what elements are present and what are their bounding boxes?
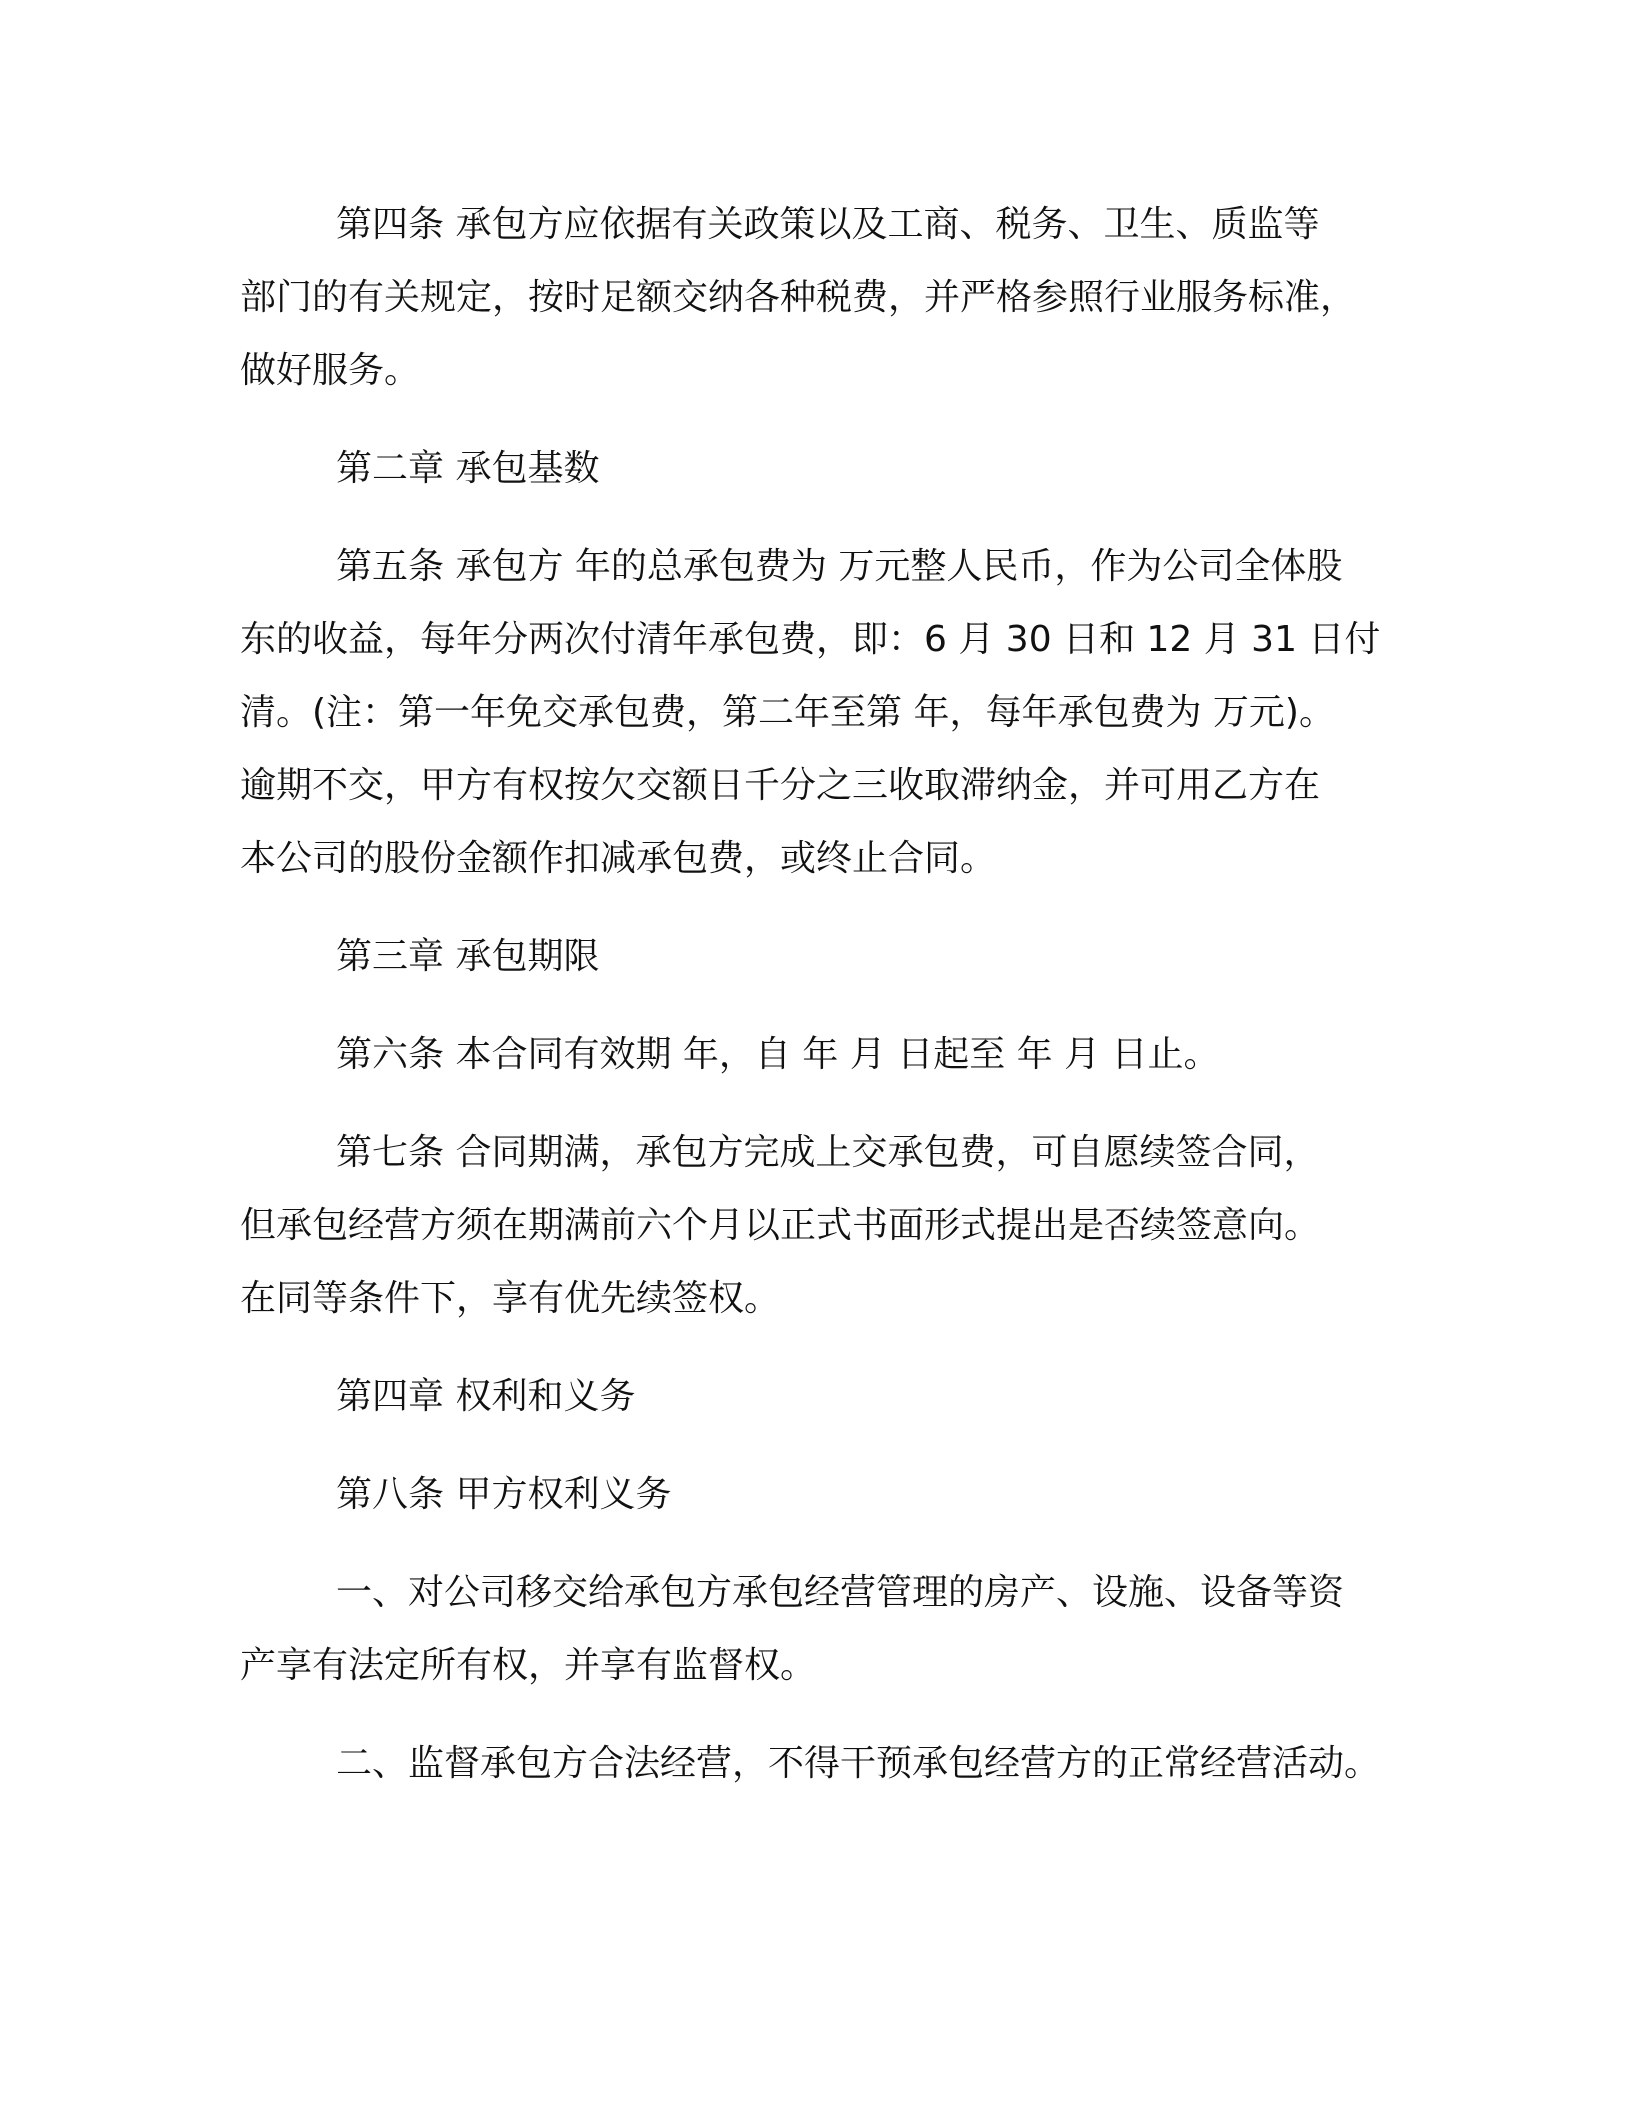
paragraph-line: 做好服务。 [240,350,421,391]
heading-line: 第四章 权利和义务 [336,1376,636,1417]
paragraph-line: 第七条 合同期满，承包方完成上交承包费，可自愿续签合同， [336,1132,1320,1173]
paragraph-line: 第八条 甲方权利义务 [336,1474,672,1515]
paragraph-line: 第四条 承包方应依据有关政策以及工商、税务、卫生、质监等 [336,204,1320,245]
paragraph-line: 部门的有关规定，按时足额交纳各种税费，并严格参照行业服务标准， [240,277,1357,318]
paragraph-line: 东的收益，每年分两次付清年承包费，即：6 月 30 日和 12 月 31 日付 [240,619,1381,660]
paragraph-article-5 [240,530,1410,895]
document-body [240,188,1410,1800]
paragraph-line: 在同等条件下，享有优先续签权。 [240,1278,781,1319]
paragraph-line: 第六条 本合同有效期 年，自 年 月 日起至 年 月 日止。 [336,1034,1220,1075]
chapter-heading-2 [240,432,1410,505]
paragraph-item-2 [240,1727,1410,1800]
paragraph-line: 一、对公司移交给承包方承包经营管理的房产、设施、设备等资 [336,1572,1345,1613]
paragraph-line: 产享有法定所有权，并享有监督权。 [240,1645,817,1686]
heading-line: 第二章 承包基数 [336,448,600,489]
paragraph-line: 第五条 承包方 年的总承包费为 万元整人民币，作为公司全体股 [336,546,1343,587]
paragraph-line: 本公司的股份金额作扣减承包费，或终止合同。 [240,838,997,879]
paragraph-line: 但承包经营方须在期满前六个月以正式书面形式提出是否续签意向。 [240,1205,1321,1246]
paragraph-line: 逾期不交，甲方有权按欠交额日千分之三收取滞纳金，并可用乙方在 [240,765,1321,806]
paragraph-article-6 [240,1018,1410,1091]
heading-line: 第三章 承包期限 [336,936,600,977]
chapter-heading-3 [240,920,1410,993]
paragraph-article-7 [240,1116,1410,1335]
paragraph-line: 二、监督承包方合法经营，不得干预承包经营方的正常经营活动。 [336,1743,1381,1784]
paragraph-article-8 [240,1458,1410,1531]
paragraph-line: 清。(注：第一年免交承包费，第二年至第 年，每年承包费为 万元)。 [240,692,1335,733]
chapter-heading-4 [240,1360,1410,1433]
paragraph-item-1 [240,1556,1410,1702]
paragraph-article-4 [240,188,1410,407]
